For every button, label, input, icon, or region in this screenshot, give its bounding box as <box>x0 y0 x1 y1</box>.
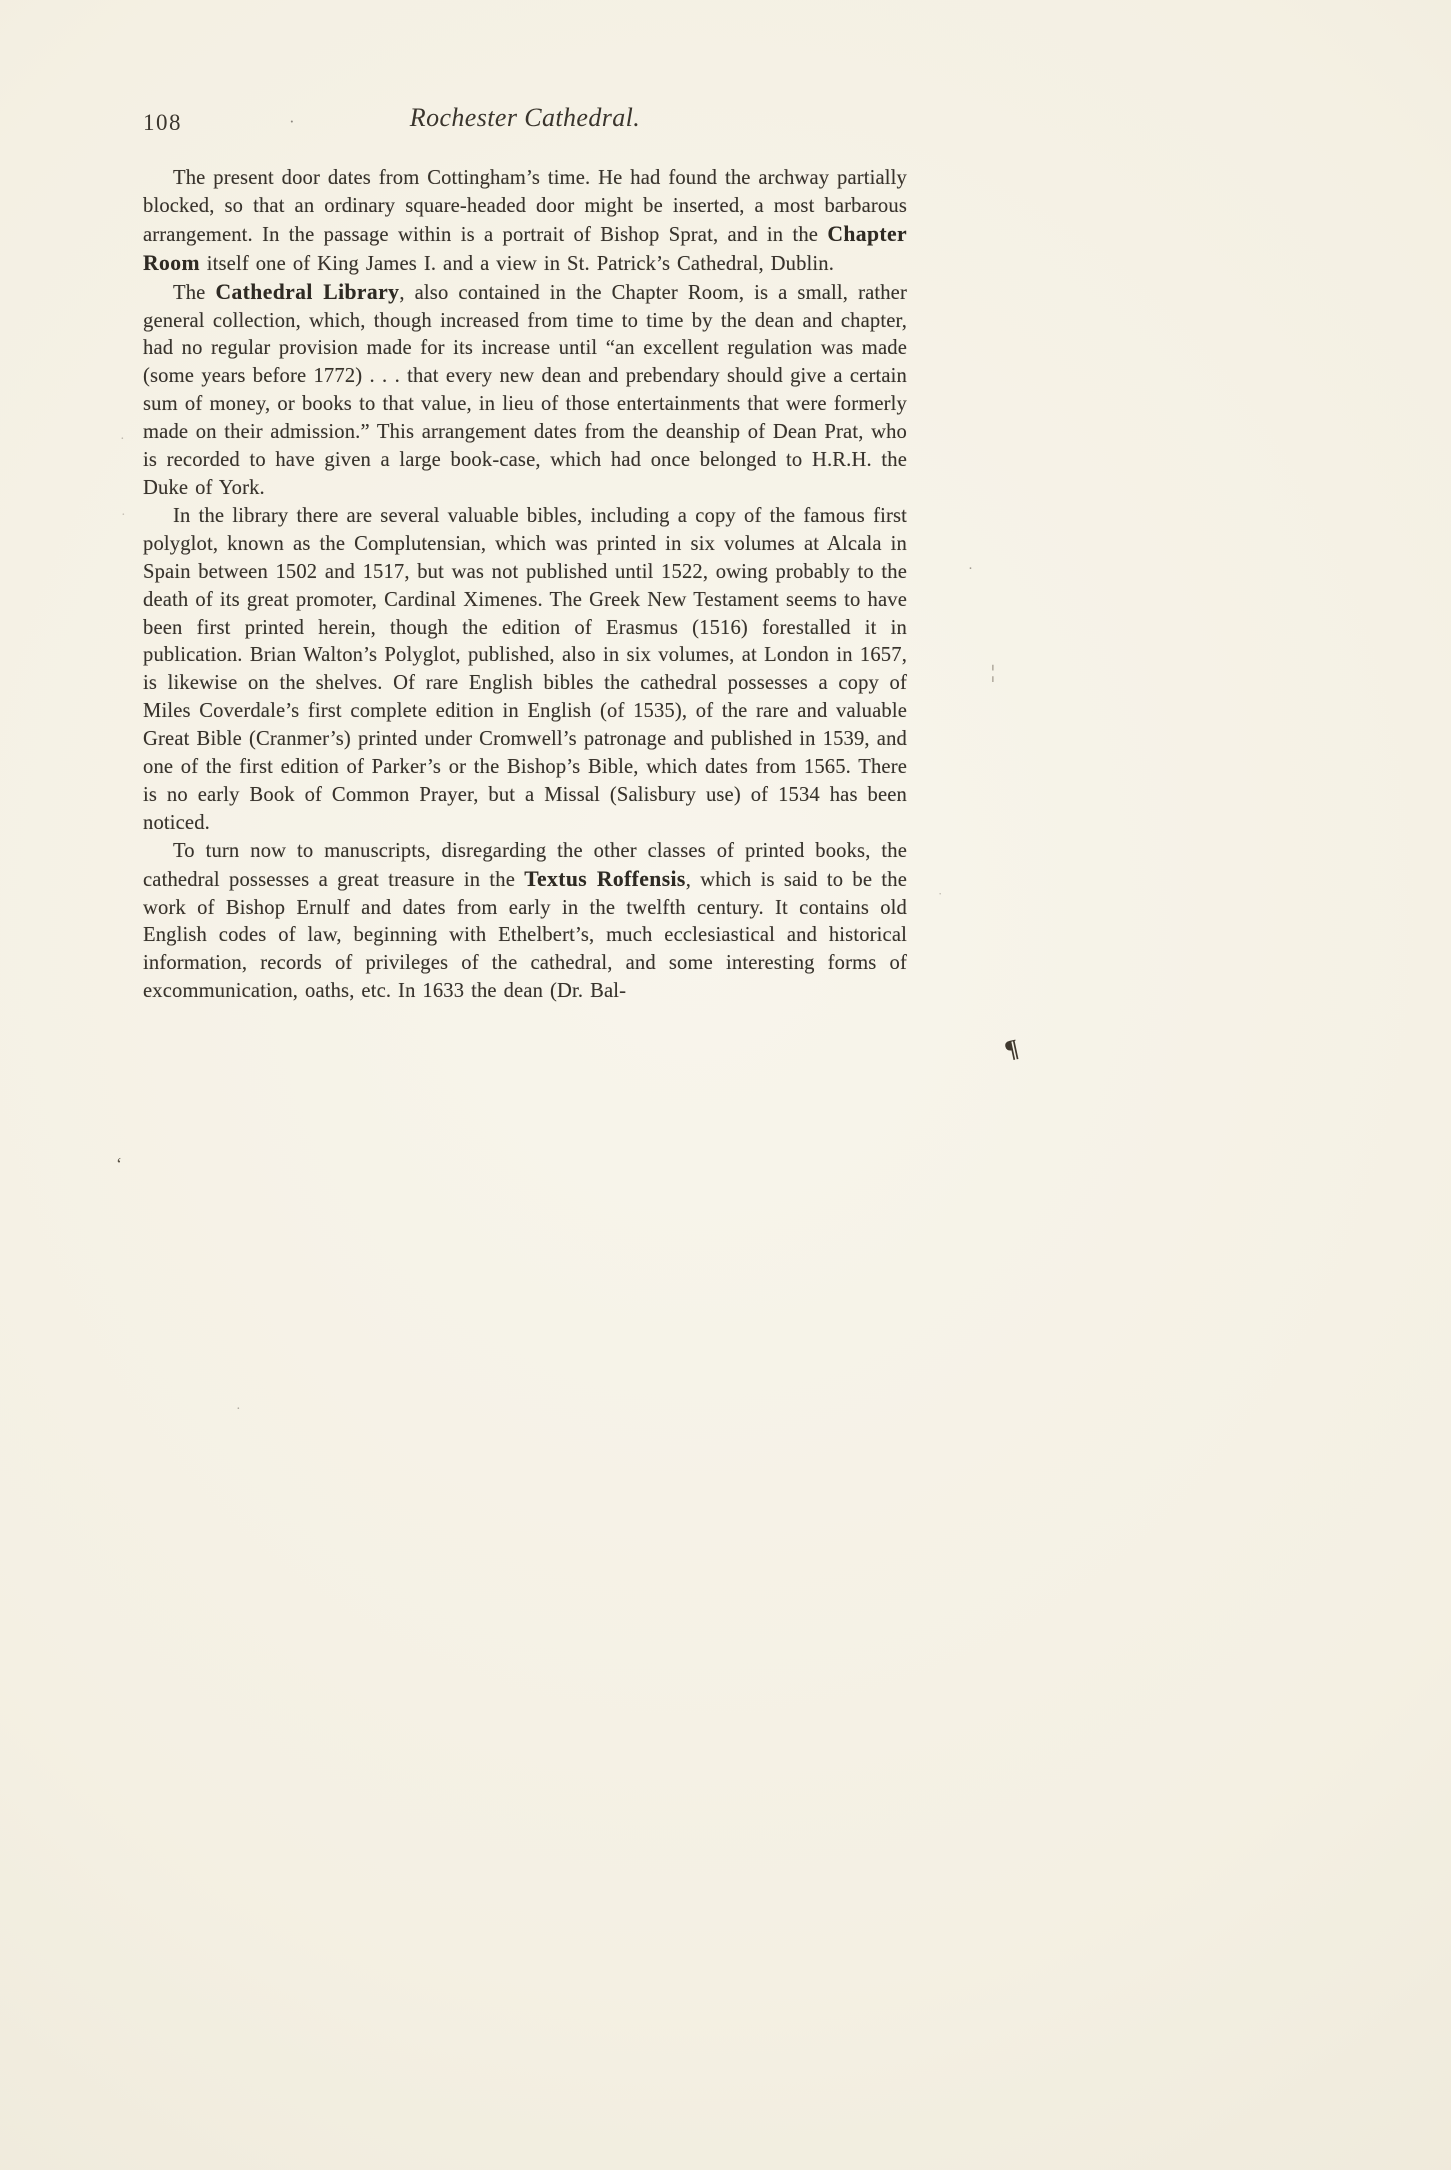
bold-term-textus-roffensis: Textus Roffensis <box>524 866 686 891</box>
text-block <box>143 103 907 1006</box>
text-segment: In the library there are several valuable bibles, including a copy of the famous first polyglot, known as the Complutensian, which was printed in six volumes at Alcala in Spain between 1502 and 1517, but was not published until 1522, owing probably to the death of its great promoter, Cardinal Ximenes. The Greek New Testament seems to have been first printed herein, though the edition of Erasmus (1516) forestalled it in publication. Brian Walton’s Polyglot, published, also in six volumes, at London in 1657, is likewise on the shelves. Of rare English bibles the cathedral possesses a copy of Miles Coverdale’s first complete edition in English (of 1535), of the rare and valuable Great Bible (Cranmer’s) printed under Cromwell’s patronage and published in 1539, and one of the first edition of Parker’s or the Bishop’s Bible, which dates from 1565. There is no early Book of Common Prayer, but a Missal (Salisbury use) of 1534 has been noticed. <box>143 504 907 834</box>
scan-artifact-dot: · <box>121 508 126 523</box>
text-segment: , which is said to be the work of Bishop Ernulf and dates from early in the twelfth century. It contains old English codes of law, beginning with Ethelbert’s, much ecclesiastical and historical information, records of privileges of the cathedral, and some interesting forms of excommunication, oaths, etc. In 1633 the dean (Dr. Bal- <box>143 868 907 1003</box>
text-segment: itself one of King James I. and a view in St. Patrick’s Cathedral, Dublin. <box>199 252 835 275</box>
paragraph-4 <box>143 838 907 1006</box>
bold-term-chapter-room: Chapter Room <box>143 221 907 275</box>
scan-artifact-dot: · <box>236 1402 241 1417</box>
text-segment: , also contained in the Chapter Room, is a small, rather general collection, which, though increased from time to time by the dean and chapter, had no regular provision made for its increase until “an excellent regulation was made (some years before 1772) . . . that every new dean and prebendary should give a certain sum of money, or books to that value, in lieu of those entertainments that were formerly made on their admission.” This arrangement dates from the deanship of Dean Prat, who is recorded to have given a large book-case, which had once belonged to H.R.H. the Duke of York. <box>143 281 907 499</box>
text-segment: The present door dates from Cottingham’s time. He had found the archway partially blocked, so that an ordinary square-headed door might be inserted, a most barbarous arrangement. In the passage within is a portrait of Bishop Sprat, and in the <box>143 167 907 246</box>
scan-artifact-tick: ‘ <box>116 1154 122 1174</box>
header-separator-dot: · <box>289 112 295 131</box>
running-title: Rochester Cathedral. <box>409 103 641 132</box>
scan-artifact-dot: · <box>968 561 973 577</box>
scan-artifact-dot: · <box>938 886 943 901</box>
scan-artifact-dot: · <box>120 432 125 447</box>
paragraph-2 <box>143 279 907 503</box>
text-segment: The <box>173 281 216 304</box>
page-header <box>143 103 907 147</box>
text-segment: To turn now to manuscripts, disregarding the other classes of printed books, the cathedral possesses a great treasure in the <box>143 839 907 891</box>
scan-artifact-broken-bar: ¦ <box>991 662 995 683</box>
body-text <box>143 165 907 1006</box>
bold-term-cathedral-library: Cathedral Library <box>215 279 400 304</box>
paragraph-1 <box>143 165 907 279</box>
paragraph-3 <box>143 503 907 838</box>
page-number: 108 <box>143 110 182 135</box>
pilcrow-scan-mark: ¶ <box>1002 1034 1022 1065</box>
